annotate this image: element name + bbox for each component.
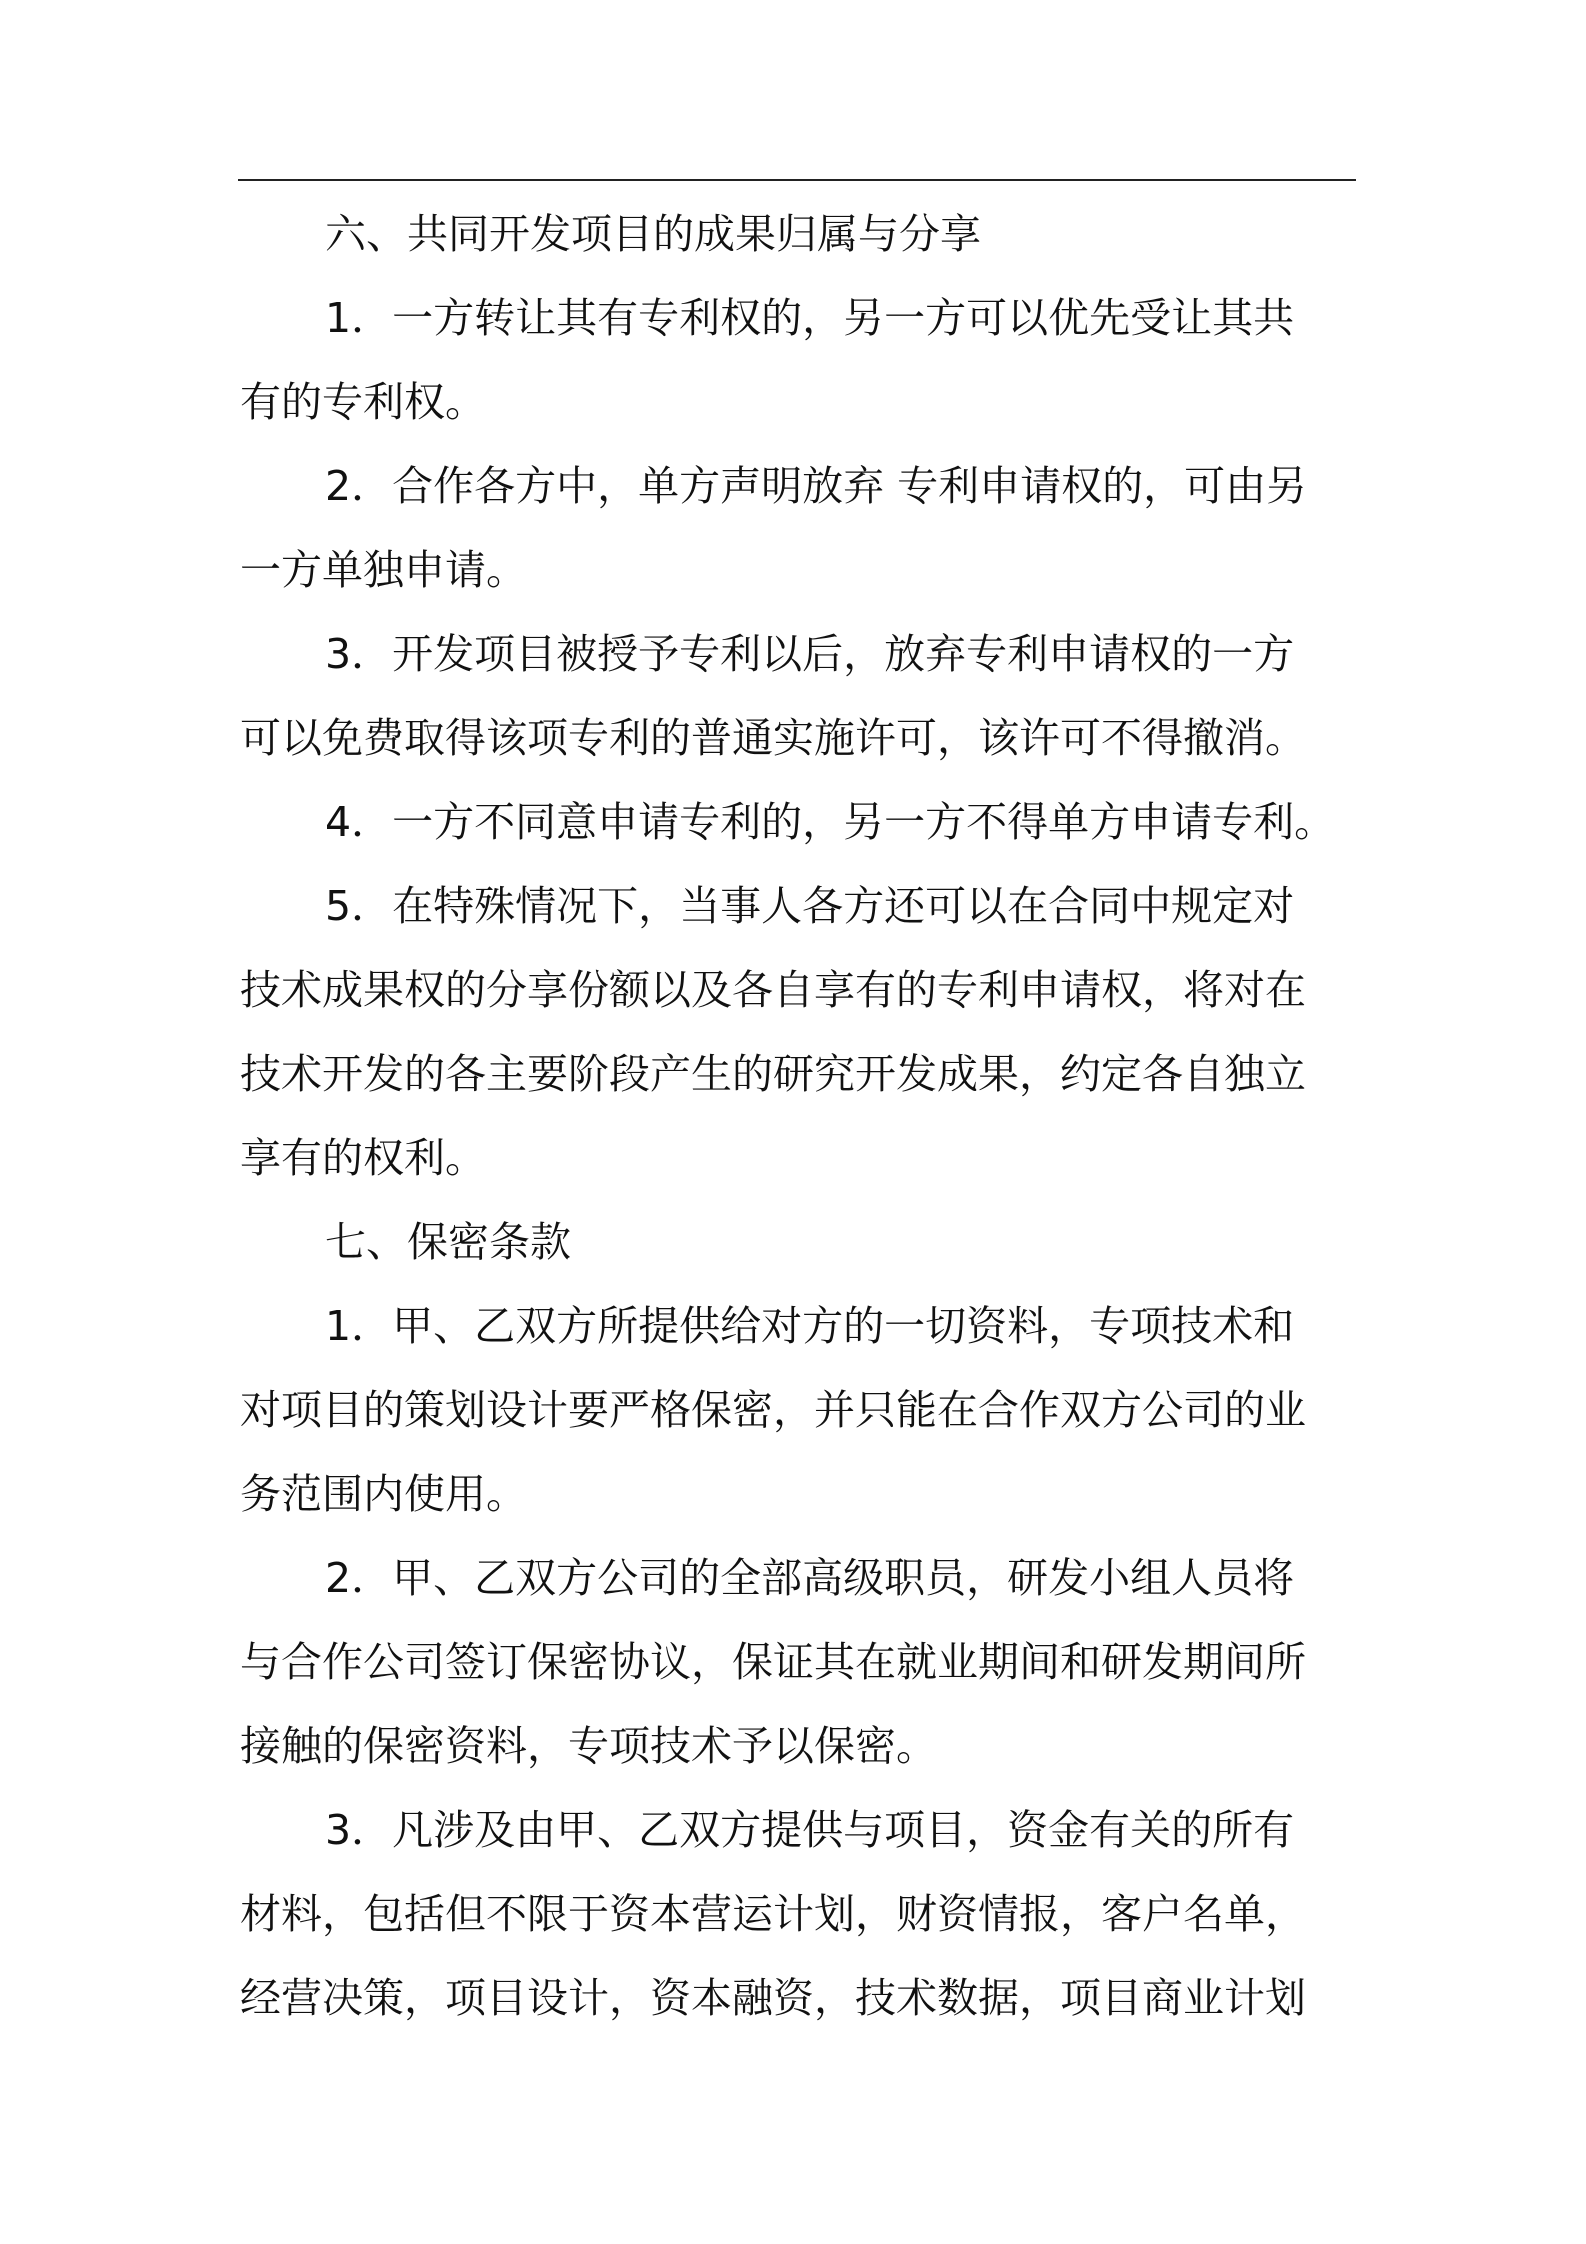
paragraph-line: 技术成果权的分享份额以及各自享有的专利申请权，将对在 [240,966,1306,1014]
section-heading-6: 六、共同开发项目的成果归属与分享 [325,210,981,258]
paragraph-line: 享有的权利。 [240,1134,486,1182]
paragraph-line: 5．在特殊情况下，当事人各方还可以在合同中规定对 [325,882,1295,930]
paragraph-line: 3．凡涉及由甲、乙双方提供与项目，资金有关的所有 [325,1806,1295,1854]
paragraph-line: 3．开发项目被授予专利以后，放弃专利申请权的一方 [325,630,1295,678]
paragraph-line: 有的专利权。 [240,378,486,426]
section-heading-7: 七、保密条款 [325,1218,571,1266]
paragraph-line: 经营决策，项目设计，资本融资，技术数据，项目商业计划 [240,1974,1306,2022]
paragraph-line: 一方单独申请。 [240,546,527,594]
paragraph-line: 对项目的策划设计要严格保密，并只能在合作双方公司的业 [240,1386,1306,1434]
paragraph-line: 材料，包括但不限于资本营运计划，财资情报，客户名单， [240,1890,1306,1938]
paragraph-line: 与合作公司签订保密协议，保证其在就业期间和研发期间所 [240,1638,1306,1686]
paragraph-line: 可以免费取得该项专利的普通实施许可，该许可不得撤消。 [240,714,1306,762]
paragraph-line: 4．一方不同意申请专利的，另一方不得单方申请专利。 [325,798,1336,846]
paragraph-line: 接触的保密资料，专项技术予以保密。 [240,1722,937,1770]
header-rule [238,179,1356,181]
paragraph-line: 技术开发的各主要阶段产生的研究开发成果，约定各自独立 [240,1050,1306,1098]
paragraph-line: 务范围内使用。 [240,1470,527,1518]
paragraph-line: 2．合作各方中，单方声明放弃 专利申请权的，可由另 [325,462,1308,510]
document-body [240,192,1356,2040]
paragraph-line: 1．一方转让其有专利权的，另一方可以优先受让其共 [325,294,1295,342]
paragraph-line: 1．甲、乙双方所提供给对方的一切资料，专项技术和 [325,1302,1295,1350]
paragraph-line: 2．甲、乙双方公司的全部高级职员，研发小组人员将 [325,1554,1295,1602]
